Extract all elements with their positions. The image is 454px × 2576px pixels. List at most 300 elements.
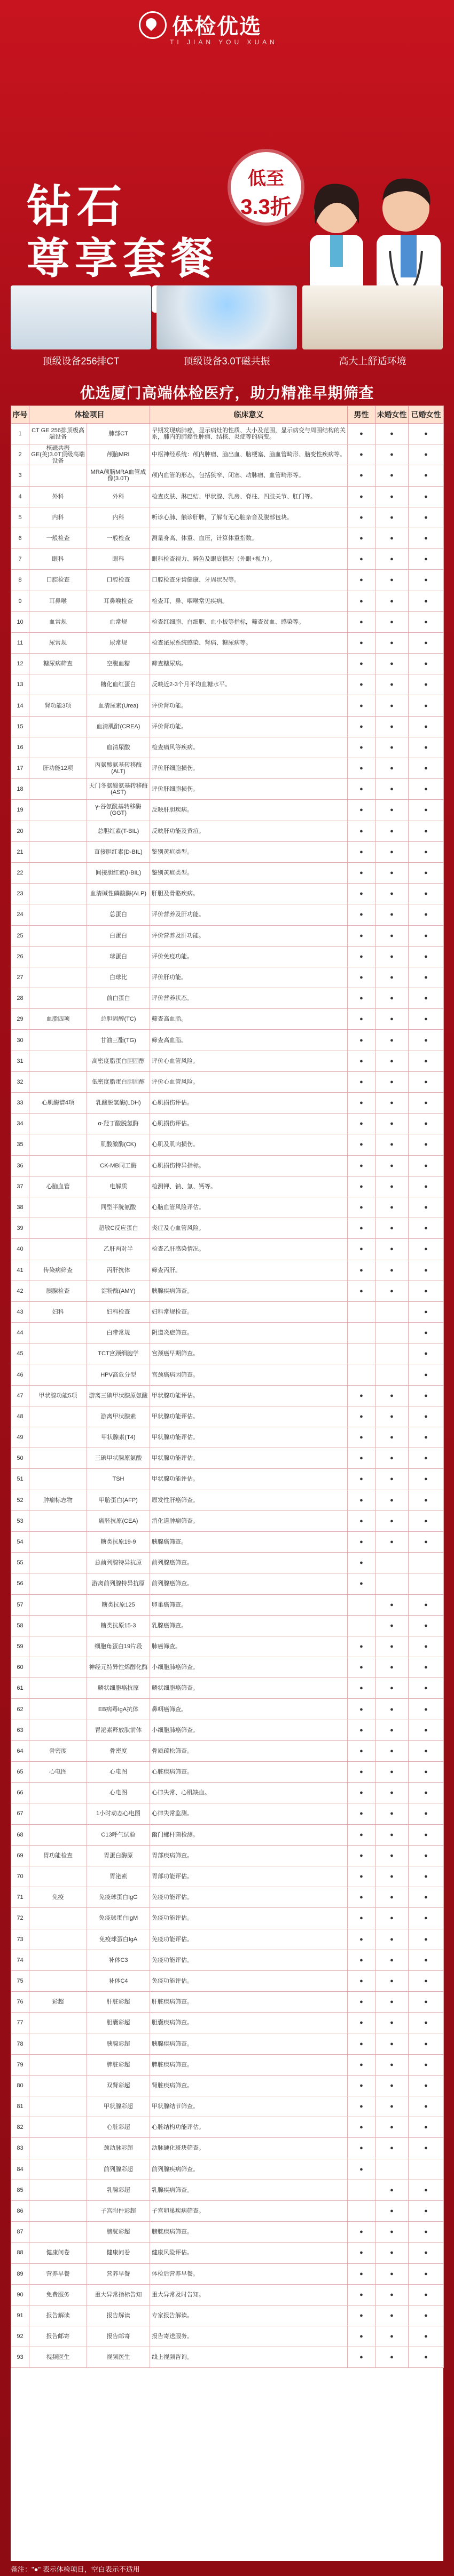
row-item: 球蛋白 xyxy=(87,946,150,967)
row-category: 心电图 xyxy=(29,1762,87,1783)
photo-ct xyxy=(11,285,151,368)
row-male: ● xyxy=(348,1260,375,1281)
row-category: 妇科 xyxy=(29,1301,87,1322)
row-married: ● xyxy=(409,1929,444,1950)
row-unmarried: ● xyxy=(375,695,409,716)
table-row xyxy=(11,904,444,925)
row-male: ● xyxy=(348,1385,375,1406)
row-item: 糖类抗原19-9 xyxy=(87,1531,150,1552)
row-number: 63 xyxy=(11,1720,29,1740)
row-male: ● xyxy=(348,2138,375,2159)
row-description: 专家报告解读。 xyxy=(150,2305,348,2326)
row-category xyxy=(29,1678,87,1699)
row-male: ● xyxy=(348,1406,375,1427)
row-married: ● xyxy=(409,674,444,695)
row-male: ● xyxy=(348,1887,375,1908)
row-item: 膀胱彩超 xyxy=(87,2222,150,2243)
row-item: 空腹血糖 xyxy=(87,654,150,674)
table-row xyxy=(11,1030,444,1051)
table-row xyxy=(11,967,444,988)
row-number: 33 xyxy=(11,1093,29,1114)
row-male: ● xyxy=(348,654,375,674)
brand-logo xyxy=(139,10,262,40)
row-unmarried: ● xyxy=(375,967,409,988)
table-row xyxy=(11,2200,444,2221)
row-category: 报告邮寄 xyxy=(29,2326,87,2347)
row-male: ● xyxy=(348,2033,375,2054)
row-unmarried: ● xyxy=(375,654,409,674)
table-row xyxy=(11,1803,444,1824)
brand-mark-icon xyxy=(139,11,167,39)
row-unmarried: ● xyxy=(375,465,409,486)
row-description: 宫颈癌病因筛查。 xyxy=(150,1364,348,1385)
row-unmarried: ● xyxy=(375,925,409,946)
row-description: 检查皮肤、淋巴结、甲状腺、乳房、脊柱、四肢关节、肛门等。 xyxy=(150,486,348,507)
row-married: ● xyxy=(409,1678,444,1699)
row-category: 内科 xyxy=(29,507,87,528)
row-item: 心电图 xyxy=(87,1762,150,1783)
row-male: ● xyxy=(348,2054,375,2075)
lobby-image xyxy=(302,285,443,349)
row-unmarried: ● xyxy=(375,2347,409,2368)
row-unmarried: ● xyxy=(375,1992,409,2013)
table-row xyxy=(11,737,444,758)
row-male: ● xyxy=(348,1720,375,1740)
table-row xyxy=(11,1427,444,1448)
row-number: 39 xyxy=(11,1218,29,1239)
row-married: ● xyxy=(409,1699,444,1720)
row-category xyxy=(29,465,87,486)
row-item: 丙氨酸氨基转移酶(ALT) xyxy=(87,758,150,779)
row-description: 评价免疫功能。 xyxy=(150,946,348,967)
header-male: 男性 xyxy=(348,406,375,424)
row-unmarried: ● xyxy=(375,1009,409,1030)
row-male: ● xyxy=(348,549,375,570)
row-number: 42 xyxy=(11,1281,29,1301)
row-description: 肺癌筛查。 xyxy=(150,1636,348,1657)
row-category xyxy=(29,1323,87,1343)
row-number: 44 xyxy=(11,1323,29,1343)
row-description: 肝脏疾病筛查。 xyxy=(150,1992,348,2013)
row-item: 血清尿酸 xyxy=(87,737,150,758)
row-male: ● xyxy=(348,1114,375,1134)
photo-lobby xyxy=(302,285,443,368)
row-male: ● xyxy=(348,1553,375,1573)
row-description: 甲状腺功能评估。 xyxy=(150,1385,348,1406)
table-row xyxy=(11,2013,444,2033)
row-item: 胃泌素释放肽前体 xyxy=(87,1720,150,1740)
row-item: γ-谷氨酰基转移酶(GGT) xyxy=(87,800,150,821)
row-unmarried: ● xyxy=(375,1051,409,1071)
row-married: ● xyxy=(409,1783,444,1803)
row-category: 胃功能检查 xyxy=(29,1845,87,1866)
row-category xyxy=(29,2117,87,2138)
row-unmarried: ● xyxy=(375,486,409,507)
row-male: ● xyxy=(348,2284,375,2305)
row-unmarried: ● xyxy=(375,1093,409,1114)
row-category xyxy=(29,1866,87,1887)
row-number: 12 xyxy=(11,654,29,674)
row-category xyxy=(29,1218,87,1239)
row-male: ● xyxy=(348,1490,375,1510)
row-male: ● xyxy=(348,1009,375,1030)
row-category: 耳鼻喉 xyxy=(29,591,87,611)
row-unmarried: ● xyxy=(375,758,409,779)
table-row xyxy=(11,1448,444,1469)
row-description: 甲状腺功能评估。 xyxy=(150,1406,348,1427)
row-unmarried: ● xyxy=(375,444,409,465)
row-unmarried: ● xyxy=(375,2284,409,2305)
row-number: 24 xyxy=(11,904,29,925)
row-unmarried: ● xyxy=(375,988,409,1009)
row-married: ● xyxy=(409,1114,444,1134)
row-item: 心脏彩超 xyxy=(87,2117,150,2138)
row-male: ● xyxy=(348,1134,375,1155)
row-category xyxy=(29,1636,87,1657)
table-row xyxy=(11,716,444,737)
table-row xyxy=(11,591,444,611)
row-married: ● xyxy=(409,1239,444,1260)
row-category: 肿瘤标志物 xyxy=(29,1490,87,1510)
row-item: 补体C3 xyxy=(87,1950,150,1970)
row-description: 膀胱疾病筛查。 xyxy=(150,2222,348,2243)
row-married: ● xyxy=(409,1134,444,1155)
row-category: 心肌酶谱4项 xyxy=(29,1093,87,1114)
row-description: 免疫功能评估。 xyxy=(150,1970,348,1991)
row-item: 神经元特异性烯醇化酶 xyxy=(87,1657,150,1678)
header-no: 序号 xyxy=(11,406,29,424)
row-item: 血清尿素(Urea) xyxy=(87,695,150,716)
row-male xyxy=(348,2200,375,2221)
row-item: 间接胆红素(I-BIL) xyxy=(87,862,150,883)
row-married: ● xyxy=(409,925,444,946)
row-unmarried: ● xyxy=(375,1134,409,1155)
table-row xyxy=(11,2054,444,2075)
row-item: 总蛋白 xyxy=(87,904,150,925)
row-description: 检测钾、钠、氯、钙等。 xyxy=(150,1176,348,1197)
table-row xyxy=(11,570,444,591)
row-male: ● xyxy=(348,946,375,967)
row-item: 甘油三酯(TG) xyxy=(87,1030,150,1051)
row-unmarried: ● xyxy=(375,716,409,737)
row-category xyxy=(29,1553,87,1573)
row-item: 游离甲状腺素 xyxy=(87,1406,150,1427)
row-description: 检查泌尿系统感染、肾病、糖尿病等。 xyxy=(150,632,348,653)
row-description: 评价肾功能。 xyxy=(150,716,348,737)
row-category: 骨密度 xyxy=(29,1740,87,1761)
brand-pinyin: TI JIAN YOU XUAN xyxy=(170,38,278,46)
row-married xyxy=(409,1553,444,1573)
row-male: ● xyxy=(348,800,375,821)
row-item: 前列腺彩超 xyxy=(87,2159,150,2180)
row-number: 45 xyxy=(11,1343,29,1364)
row-item: 总胆红素(T-BIL) xyxy=(87,821,150,841)
row-male: ● xyxy=(348,507,375,528)
row-male: ● xyxy=(348,779,375,800)
row-married: ● xyxy=(409,1448,444,1469)
row-item: CK-MB同工酶 xyxy=(87,1155,150,1176)
row-category xyxy=(29,716,87,737)
table-row xyxy=(11,2075,444,2096)
row-item: 外科 xyxy=(87,486,150,507)
row-description: 眼科检查视力、辨色及眼底情况（外眼+视力）。 xyxy=(150,549,348,570)
row-description: 乳腺癌筛查。 xyxy=(150,1615,348,1636)
row-number: 13 xyxy=(11,674,29,695)
row-category xyxy=(29,2054,87,2075)
row-male: ● xyxy=(348,2326,375,2347)
facility-photos xyxy=(11,285,443,368)
row-description: 肾脏疾病筛查。 xyxy=(150,2075,348,2096)
row-number: 92 xyxy=(11,2326,29,2347)
row-married: ● xyxy=(409,1051,444,1071)
row-unmarried: ● xyxy=(375,1824,409,1845)
row-unmarried: ● xyxy=(375,1783,409,1803)
row-male: ● xyxy=(348,1699,375,1720)
row-description: 甲状腺结节筛查。 xyxy=(150,2096,348,2117)
row-unmarried: ● xyxy=(375,1385,409,1406)
row-married: ● xyxy=(409,1845,444,1866)
row-item: 低密度脂蛋白胆固醇 xyxy=(87,1071,150,1092)
row-unmarried: ● xyxy=(375,1448,409,1469)
table-row xyxy=(11,2096,444,2117)
table-row xyxy=(11,444,444,465)
row-married: ● xyxy=(409,1364,444,1385)
row-description: 听诊心肺、触诊肝脾，了解有无心脏杂音及腹部包块。 xyxy=(150,507,348,528)
row-item: 胃泌素 xyxy=(87,1866,150,1887)
row-married: ● xyxy=(409,841,444,862)
row-description: 动脉硬化斑块筛查。 xyxy=(150,2138,348,2159)
row-description: 消化道肿瘤筛查。 xyxy=(150,1510,348,1531)
row-description: 鉴别黄疸类型。 xyxy=(150,841,348,862)
row-married: ● xyxy=(409,591,444,611)
row-married: ● xyxy=(409,904,444,925)
row-male: ● xyxy=(348,1510,375,1531)
row-description: 早期发现病肺癌，显示病灶的性质、大小及范围，显示病变与周围结构的关系，肺内的肺癌性肿瘤、结核、炎症等的病变。 xyxy=(150,424,348,444)
row-category xyxy=(29,1615,87,1636)
row-number: 38 xyxy=(11,1197,29,1218)
row-description: 免疫功能评估。 xyxy=(150,1929,348,1950)
row-item: 血常规 xyxy=(87,611,150,632)
row-category xyxy=(29,1657,87,1678)
table-row xyxy=(11,1071,444,1092)
row-item: 总胆固醇(TC) xyxy=(87,1009,150,1030)
row-number: 17 xyxy=(11,758,29,779)
row-male: ● xyxy=(348,716,375,737)
table-row xyxy=(11,1343,444,1364)
row-male: ● xyxy=(348,465,375,486)
row-item: 细胞角蛋白19片段 xyxy=(87,1636,150,1657)
row-description: 甲状腺功能评估。 xyxy=(150,1469,348,1490)
row-unmarried: ● xyxy=(375,2054,409,2075)
row-married: ● xyxy=(409,884,444,904)
row-number: 86 xyxy=(11,2200,29,2221)
row-category: 胰腺检查 xyxy=(29,1281,87,1301)
row-item: 电解质 xyxy=(87,1176,150,1197)
row-category: 血脂四项 xyxy=(29,1009,87,1030)
row-number: 23 xyxy=(11,884,29,904)
row-male: ● xyxy=(348,1970,375,1991)
row-category xyxy=(29,1803,87,1824)
row-item: 胰腺彩超 xyxy=(87,2033,150,2054)
row-married: ● xyxy=(409,1636,444,1657)
row-male xyxy=(348,1364,375,1385)
table-row xyxy=(11,1824,444,1845)
header-desc: 临床意义 xyxy=(150,406,348,424)
row-description: 健康风险评估。 xyxy=(150,2243,348,2263)
row-unmarried: ● xyxy=(375,1636,409,1657)
row-male: ● xyxy=(348,967,375,988)
row-male: ● xyxy=(348,988,375,1009)
row-description: 线上视频咨询。 xyxy=(150,2347,348,2368)
row-description: 原发性肝癌筛查。 xyxy=(150,1490,348,1510)
row-married: ● xyxy=(409,2200,444,2221)
row-category xyxy=(29,2096,87,2117)
row-married: ● xyxy=(409,1824,444,1845)
row-item: 内科 xyxy=(87,507,150,528)
row-male: ● xyxy=(348,1197,375,1218)
row-unmarried: ● xyxy=(375,549,409,570)
row-item: HPV高危分型 xyxy=(87,1364,150,1385)
row-unmarried: ● xyxy=(375,570,409,591)
row-item: 糖化血红蛋白 xyxy=(87,674,150,695)
row-married xyxy=(409,2159,444,2180)
table-row xyxy=(11,1636,444,1657)
row-married: ● xyxy=(409,1490,444,1510)
row-number: 14 xyxy=(11,695,29,716)
table-row xyxy=(11,1762,444,1783)
table-body xyxy=(11,424,444,2368)
row-unmarried: ● xyxy=(375,1531,409,1552)
row-male: ● xyxy=(348,2347,375,2368)
row-married: ● xyxy=(409,1093,444,1114)
row-unmarried xyxy=(375,1553,409,1573)
row-married: ● xyxy=(409,1594,444,1615)
row-category xyxy=(29,1134,87,1155)
table-row xyxy=(11,1176,444,1197)
row-number: 84 xyxy=(11,2159,29,2180)
row-male: ● xyxy=(348,1281,375,1301)
row-category xyxy=(29,1824,87,1845)
row-number: 73 xyxy=(11,1929,29,1950)
row-category xyxy=(29,2075,87,2096)
row-married: ● xyxy=(409,716,444,737)
row-male: ● xyxy=(348,1762,375,1783)
row-category: 肝功能12项 xyxy=(29,758,87,779)
row-number: 64 xyxy=(11,1740,29,1761)
row-category xyxy=(29,1448,87,1469)
row-married: ● xyxy=(409,1866,444,1887)
row-description: 胰腺疾病筛查。 xyxy=(150,2033,348,2054)
row-male: ● xyxy=(348,1051,375,1071)
row-married: ● xyxy=(409,1155,444,1176)
row-item: 总前列腺特异抗原 xyxy=(87,1553,150,1573)
row-category xyxy=(29,967,87,988)
row-married: ● xyxy=(409,1323,444,1343)
row-male: ● xyxy=(348,758,375,779)
row-category xyxy=(29,1970,87,1991)
row-category xyxy=(29,1531,87,1552)
row-unmarried: ● xyxy=(375,1845,409,1866)
row-description: 肝胆及骨骼疾病。 xyxy=(150,884,348,904)
row-male: ● xyxy=(348,1908,375,1929)
table-row xyxy=(11,758,444,779)
row-male: ● xyxy=(348,2263,375,2284)
row-married: ● xyxy=(409,1197,444,1218)
row-description: 炎症及心血管风险。 xyxy=(150,1218,348,1239)
row-male xyxy=(348,1323,375,1343)
row-unmarried: ● xyxy=(375,2096,409,2117)
table-row xyxy=(11,821,444,841)
row-married: ● xyxy=(409,2054,444,2075)
row-category xyxy=(29,1783,87,1803)
row-unmarried: ● xyxy=(375,821,409,841)
row-category: 免疫 xyxy=(29,1887,87,1908)
row-description: 胃部疾病筛查。 xyxy=(150,1845,348,1866)
row-unmarried: ● xyxy=(375,591,409,611)
row-male: ● xyxy=(348,2243,375,2263)
row-description: 心肌损伤评估。 xyxy=(150,1093,348,1114)
row-married: ● xyxy=(409,737,444,758)
row-married: ● xyxy=(409,1615,444,1636)
row-description: 评价营养及肝功能。 xyxy=(150,904,348,925)
row-description: 心脏结构功能评估。 xyxy=(150,2117,348,2138)
row-description: 心肌损伤评估。 xyxy=(150,1114,348,1134)
row-unmarried: ● xyxy=(375,1176,409,1197)
table-row xyxy=(11,486,444,507)
row-unmarried: ● xyxy=(375,2033,409,2054)
row-married: ● xyxy=(409,611,444,632)
row-number: 83 xyxy=(11,2138,29,2159)
row-married: ● xyxy=(409,695,444,716)
row-category xyxy=(29,1699,87,1720)
row-number: 5 xyxy=(11,507,29,528)
row-male: ● xyxy=(348,841,375,862)
row-male: ● xyxy=(348,1469,375,1490)
row-description: 评价营养状态。 xyxy=(150,988,348,1009)
table-row xyxy=(11,779,444,800)
row-unmarried: ● xyxy=(375,2013,409,2033)
row-category xyxy=(29,2159,87,2180)
row-unmarried: ● xyxy=(375,1155,409,1176)
row-description: 妇科常规检查。 xyxy=(150,1301,348,1322)
row-number: 51 xyxy=(11,1469,29,1490)
row-number: 21 xyxy=(11,841,29,862)
row-number: 81 xyxy=(11,2096,29,2117)
row-male: ● xyxy=(348,1929,375,1950)
row-category xyxy=(29,1071,87,1092)
row-unmarried xyxy=(375,1573,409,1594)
row-description: 胰腺癌筛查。 xyxy=(150,1531,348,1552)
row-description: 鉴别黄疸类型。 xyxy=(150,862,348,883)
row-number: 78 xyxy=(11,2033,29,2054)
table-row xyxy=(11,1866,444,1887)
row-male: ● xyxy=(348,904,375,925)
row-category xyxy=(29,904,87,925)
row-number: 36 xyxy=(11,1155,29,1176)
row-married: ● xyxy=(409,1469,444,1490)
row-category: 口腔检查 xyxy=(29,570,87,591)
row-number: 8 xyxy=(11,570,29,591)
row-category xyxy=(29,1364,87,1385)
table-row xyxy=(11,1301,444,1322)
row-description: 免疫功能评估。 xyxy=(150,1950,348,1970)
row-unmarried: ● xyxy=(375,1887,409,1908)
row-married: ● xyxy=(409,2305,444,2326)
row-number: 85 xyxy=(11,2180,29,2200)
row-married: ● xyxy=(409,1740,444,1761)
row-item: 糖类抗原15-3 xyxy=(87,1615,150,1636)
row-description: 胃部功能评估。 xyxy=(150,1866,348,1887)
